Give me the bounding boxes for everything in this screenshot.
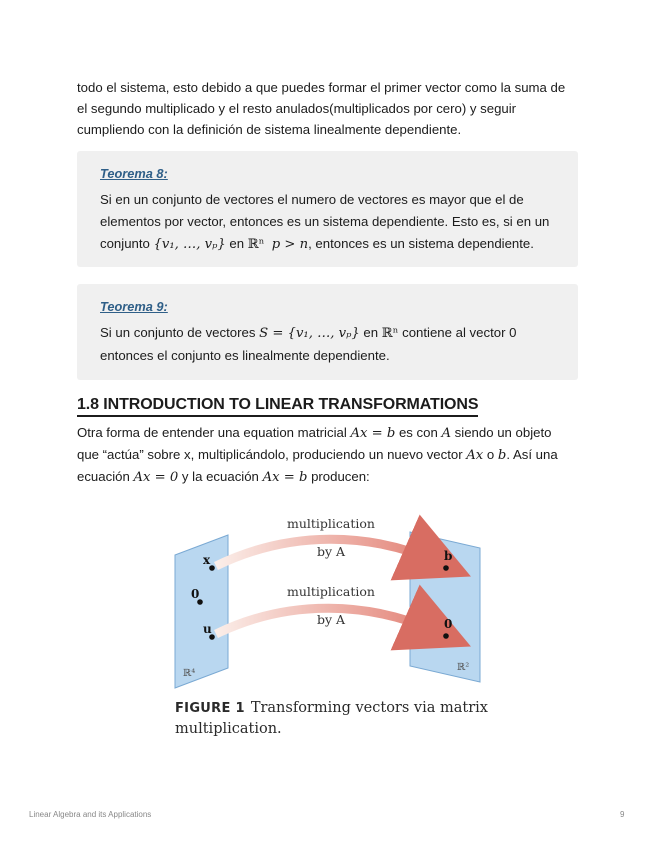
section-text-f: y la ecuación	[178, 469, 263, 484]
point-0-right	[443, 633, 449, 639]
section-text-e: . Así una ecuación	[77, 447, 558, 484]
theorem-8-math-space: ℝⁿ	[247, 237, 265, 252]
math-ax-eq-b: Ax = b	[350, 426, 396, 441]
theorem-8-math-set: {v₁, …, vₚ}	[153, 237, 226, 252]
math-ax-eq-b-2: Ax = b	[262, 470, 308, 485]
theorem-9-title: Teorema 9:	[100, 299, 168, 314]
label-0-left: 0	[191, 587, 200, 601]
theorem-9-text-2: en	[359, 325, 382, 340]
figure-transformation	[170, 510, 490, 700]
section-paragraph	[77, 422, 577, 488]
section-text-b: es con	[395, 425, 442, 440]
math-b: b	[497, 448, 507, 463]
label-r2: ℝ²	[457, 662, 470, 673]
section-text-d: o	[483, 447, 498, 462]
theorem-8-text-2: en	[225, 236, 248, 251]
point-b	[443, 565, 449, 571]
figure-label: FIGURE 1	[175, 701, 245, 716]
theorem-9-text	[100, 322, 570, 367]
label-x: x	[203, 553, 211, 567]
bottom-by-a-label: by A	[316, 612, 346, 627]
theorem-8-text-1: Si en un conjunto de vectores el numero de vectores es mayor que el de elementos por vector, entonces es un sistema dependiente. Esto es, si en un conjunto	[100, 192, 550, 251]
transformation-diagram	[170, 510, 490, 700]
label-u: u	[203, 622, 212, 636]
theorem-9-math-space: ℝⁿ	[381, 326, 399, 341]
footer-page-number: 9	[620, 810, 625, 819]
label-r4: ℝ⁴	[183, 668, 196, 679]
figure-caption	[175, 698, 495, 739]
theorem-9-math-set: S = {v₁, …, vₚ}	[259, 326, 360, 341]
theorem-8-text	[100, 189, 570, 256]
theorem-9-box	[77, 284, 578, 380]
label-b: b	[444, 549, 453, 563]
theorem-8-math-cond: p > n	[271, 237, 309, 252]
top-multiplication-label: multiplication	[287, 516, 375, 531]
label-0-right: 0	[444, 617, 453, 631]
intro-paragraph: todo el sistema, esto debido a que puedes formar el primer vector como la suma de el segundo multiplicado y el resto anulados(multiplicados por cero) y seguir cumpliendo con la definición de sistema linealmente dependiente.	[77, 80, 566, 137]
section-text-a: Otra forma de entender una equation matricial	[77, 425, 351, 440]
math-ax-eq-0: Ax = 0	[133, 470, 179, 485]
left-plane	[175, 535, 228, 688]
theorem-8-text-3: , entonces es un sistema dependiente.	[308, 236, 534, 251]
theorem-8-box	[77, 151, 578, 267]
footer-book-title: Linear Algebra and its Applications	[29, 810, 152, 819]
top-by-a-label: by A	[316, 544, 346, 559]
bottom-multiplication-label: multiplication	[287, 584, 375, 599]
section-text-c: siendo un objeto que “actúa” sobre x, multiplicándolo, produciendo un nuevo vector	[77, 425, 552, 462]
theorem-9-text-3: contiene al vector 0 entonces el conjunto es linealmente dependiente.	[100, 325, 517, 363]
math-ax: Ax	[466, 448, 484, 463]
section-title: 1.8 INTRODUCTION TO LINEAR TRANSFORMATIONS	[77, 396, 478, 417]
theorem-9-text-1: Si un conjunto de vectores	[100, 325, 260, 340]
figure-caption-text: Transforming vectors via matrix multiplication.	[175, 700, 488, 737]
section-text-g: producen:	[307, 469, 370, 484]
math-a: A	[441, 426, 451, 441]
theorem-8-title: Teorema 8:	[100, 166, 168, 181]
